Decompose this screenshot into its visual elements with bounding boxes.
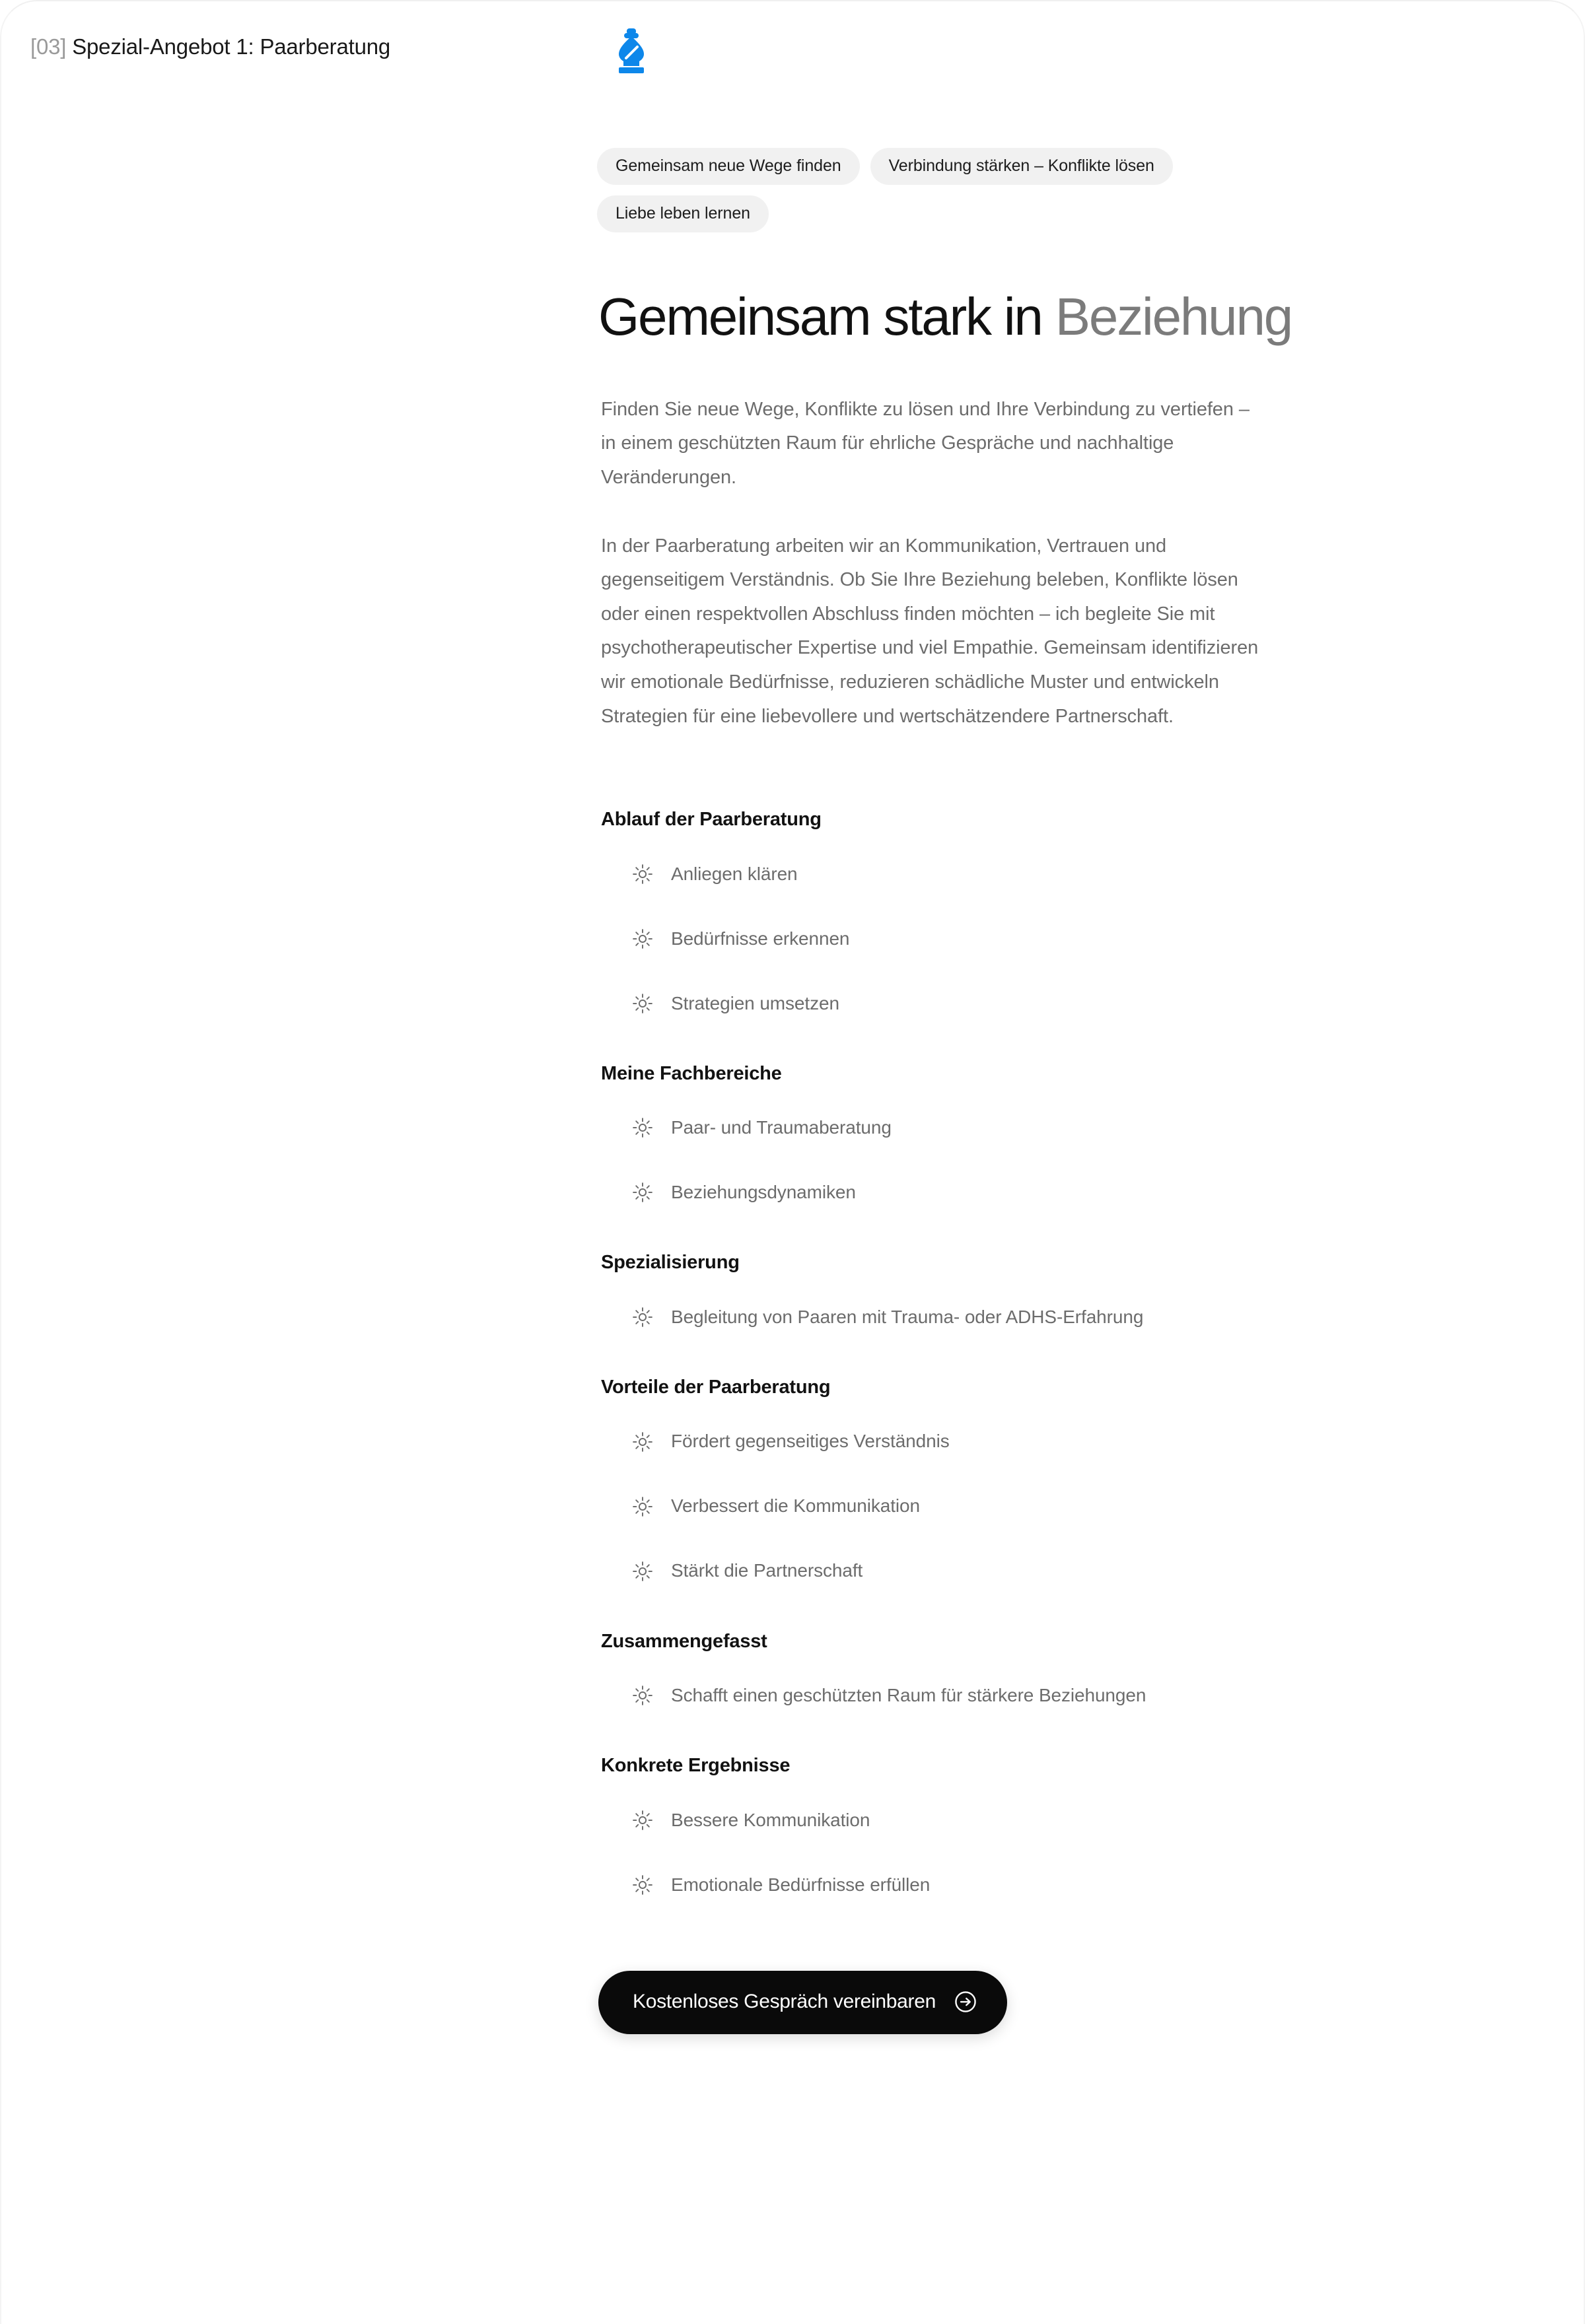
pill-0[interactable]: Gemeinsam neue Wege finden: [597, 148, 860, 185]
page-title: [598, 289, 1334, 345]
list-item-label: Begleitung von Paaren mit Trauma- oder ADHS-Erfahrung: [671, 1306, 1144, 1327]
sun-icon: [631, 1874, 654, 1896]
section-vorteile: [601, 1374, 1334, 1589]
list-item: [601, 857, 1334, 891]
content-column: [598, 1, 1334, 2034]
list-item: [601, 1554, 1334, 1589]
sun-icon: [631, 1116, 654, 1139]
list-item: [601, 1300, 1334, 1334]
schedule-call-label: Kostenloses Gespräch vereinbaren: [633, 1991, 936, 2013]
section-title: Konkrete Ergebnisse: [601, 1755, 791, 1777]
list-item-label: Beziehungsdynamiken: [671, 1182, 856, 1203]
page-title-accent: Beziehung: [1055, 287, 1292, 346]
section-title: Ablauf der Paarberatung: [601, 809, 822, 831]
list-item: [601, 1489, 1334, 1524]
slide-index: [03]: [30, 34, 67, 59]
section-items: [601, 857, 1334, 1021]
sun-icon: [631, 1684, 654, 1707]
sections-list: [601, 806, 1334, 1902]
pill-2[interactable]: Liebe leben lernen: [597, 195, 769, 232]
section-title: Meine Fachbereiche: [601, 1062, 782, 1084]
section-ablauf: [601, 806, 1334, 1021]
sun-icon: [631, 992, 654, 1015]
list-item: [601, 1803, 1334, 1837]
page-title-primary: Gemeinsam stark in: [598, 287, 1042, 346]
tagline-pills: [597, 148, 1334, 232]
section-zusammengefasst: [601, 1628, 1334, 1713]
slide-label: [30, 33, 390, 60]
list-item-label: Paar- und Traumaberatung: [671, 1117, 892, 1138]
section-title: Zusammengefasst: [601, 1630, 767, 1652]
section-items: [601, 1111, 1334, 1210]
list-item: [601, 1868, 1334, 1902]
list-item: [601, 986, 1334, 1021]
sun-icon: [631, 1306, 654, 1328]
cta-container: [598, 1971, 1334, 2034]
section-spezialisierung: [601, 1249, 1334, 1334]
sun-icon: [631, 1809, 654, 1831]
sun-icon: [631, 1431, 654, 1453]
lead-paragraph: Finden Sie neue Wege, Konflikte zu lösen und Ihre Verbindung zu vertiefen – in einem geschützten Raum für ehrliche Gespräche und nachhaltige Veränderungen.: [601, 398, 1250, 489]
schedule-call-button[interactable]: [598, 1971, 1007, 2034]
section-items: [601, 1678, 1334, 1713]
list-item: [601, 1175, 1334, 1210]
list-item-label: Emotionale Bedürfnisse erfüllen: [671, 1874, 931, 1895]
list-item: [601, 922, 1334, 956]
section-ergebnisse: [601, 1752, 1334, 1902]
sun-icon: [631, 1560, 654, 1583]
list-item-label: Anliegen klären: [671, 863, 798, 884]
sun-icon: [631, 1495, 654, 1518]
pill-1[interactable]: Verbindung stärken – Konflikte lösen: [870, 148, 1173, 185]
section-fachbereiche: [601, 1060, 1334, 1210]
section-title: Spezialisierung: [601, 1252, 740, 1274]
section-title: Vorteile der Paarberatung: [601, 1377, 831, 1398]
section-items: [601, 1803, 1334, 1902]
list-item-label: Verbessert die Kommunikation: [671, 1495, 920, 1517]
sun-icon: [631, 1181, 654, 1204]
section-items: [601, 1425, 1334, 1589]
list-item: [601, 1111, 1334, 1145]
sun-icon: [631, 863, 654, 885]
arrow-right-circle-icon: [953, 1989, 978, 2014]
sun-icon: [631, 928, 654, 950]
list-item-label: Strategien umsetzen: [671, 992, 839, 1013]
list-item-label: Bedürfnisse erkennen: [671, 928, 850, 949]
list-item: [601, 1425, 1334, 1459]
section-items: [601, 1300, 1334, 1334]
list-item-label: Schafft einen geschützten Raum für stärkere Beziehungen: [671, 1685, 1146, 1706]
body-paragraph: In der Paarberatung arbeiten wir an Kommunikation, Vertrauen und gegenseitigem Verständnis. Ob Sie Ihre Beziehung beleben, Konflikte lösen oder einen respektvollen Abschluss finden möchten – ich begleite Sie mit psychotherapeutischer Expertise und viel Empathie. Gemeinsam identifizieren wir emotionale Bedürfnisse, reduzieren schädliche Muster und entwickeln Strategien für eine liebevollere und wertschätzendere Partnerschaft.: [601, 535, 1259, 727]
slide-title: Spezial-Angebot 1: Paarberatung: [72, 34, 391, 59]
list-item-label: Fördert gegenseitiges Verständnis: [671, 1431, 950, 1452]
list-item-label: Stärkt die Partnerschaft: [671, 1560, 863, 1581]
list-item-label: Bessere Kommunikation: [671, 1809, 870, 1830]
list-item: [601, 1678, 1334, 1713]
